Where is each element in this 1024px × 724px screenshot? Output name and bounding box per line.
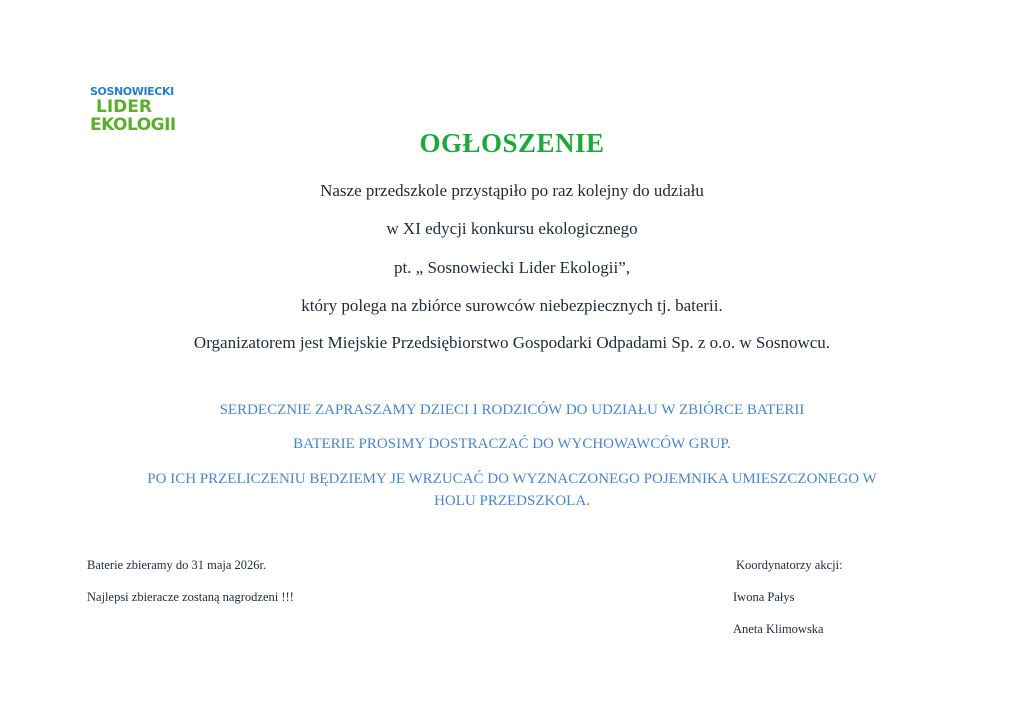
prize-note: Najlepsi zbieracze zostaną nagrodzeni !!! xyxy=(87,590,294,604)
intro-line-1: Nasze przedszkole przystąpiło po raz kolejny do udziału xyxy=(320,181,704,200)
collection-deadline: Baterie zbieramy do 31 maja 2026r. xyxy=(87,558,267,572)
logo-line-sosnowiecki: SOSNOWIECKI xyxy=(90,85,174,98)
intro-line-4: który polega na zbiórce surowców niebezpiecznych tj. baterii. xyxy=(301,296,723,315)
intro-line-3: pt. „ Sosnowiecki Lider Ekologii”, xyxy=(393,258,631,277)
invitation-line-4: HOLU PRZEDSZKOLA. xyxy=(434,493,590,509)
page-title: OGŁOSZENIE xyxy=(419,128,605,158)
invitation-line-1: SERDECZNIE ZAPRASZAMY DZIECI I RODZICÓW DO UDZIAŁU W ZBIÓRCE BATERII xyxy=(219,402,805,418)
logo-line-lider: LIDER xyxy=(96,97,152,117)
intro-organizer-line: Organizatorem jest Miejskie Przedsiębiorstwo Gospodarki Odpadami Sp. z o.o. w Sosnowcu. xyxy=(193,333,831,352)
coordinator-name-1: Iwona Pałys xyxy=(733,590,795,604)
invitation-line-3: PO ICH PRZELICZENIU BĘDZIEMY JE WRZUCAĆ DO WYZNACZONEGO POJEMNIKA UMIESZCZONEGO W xyxy=(147,471,877,487)
intro-line-2: w XI edycji konkursu ekologicznego xyxy=(386,219,638,238)
logo-line-ekologii: EKOLOGII xyxy=(90,115,176,135)
coordinators-label: Koordynatorzy akcji: xyxy=(736,558,843,572)
invitation-line-2: BATERIE PROSIMY DOSTRACZAĆ DO WYCHOWAWCÓW GRUP. xyxy=(293,436,731,452)
coordinator-name-2: Aneta Klimowska xyxy=(733,622,824,636)
